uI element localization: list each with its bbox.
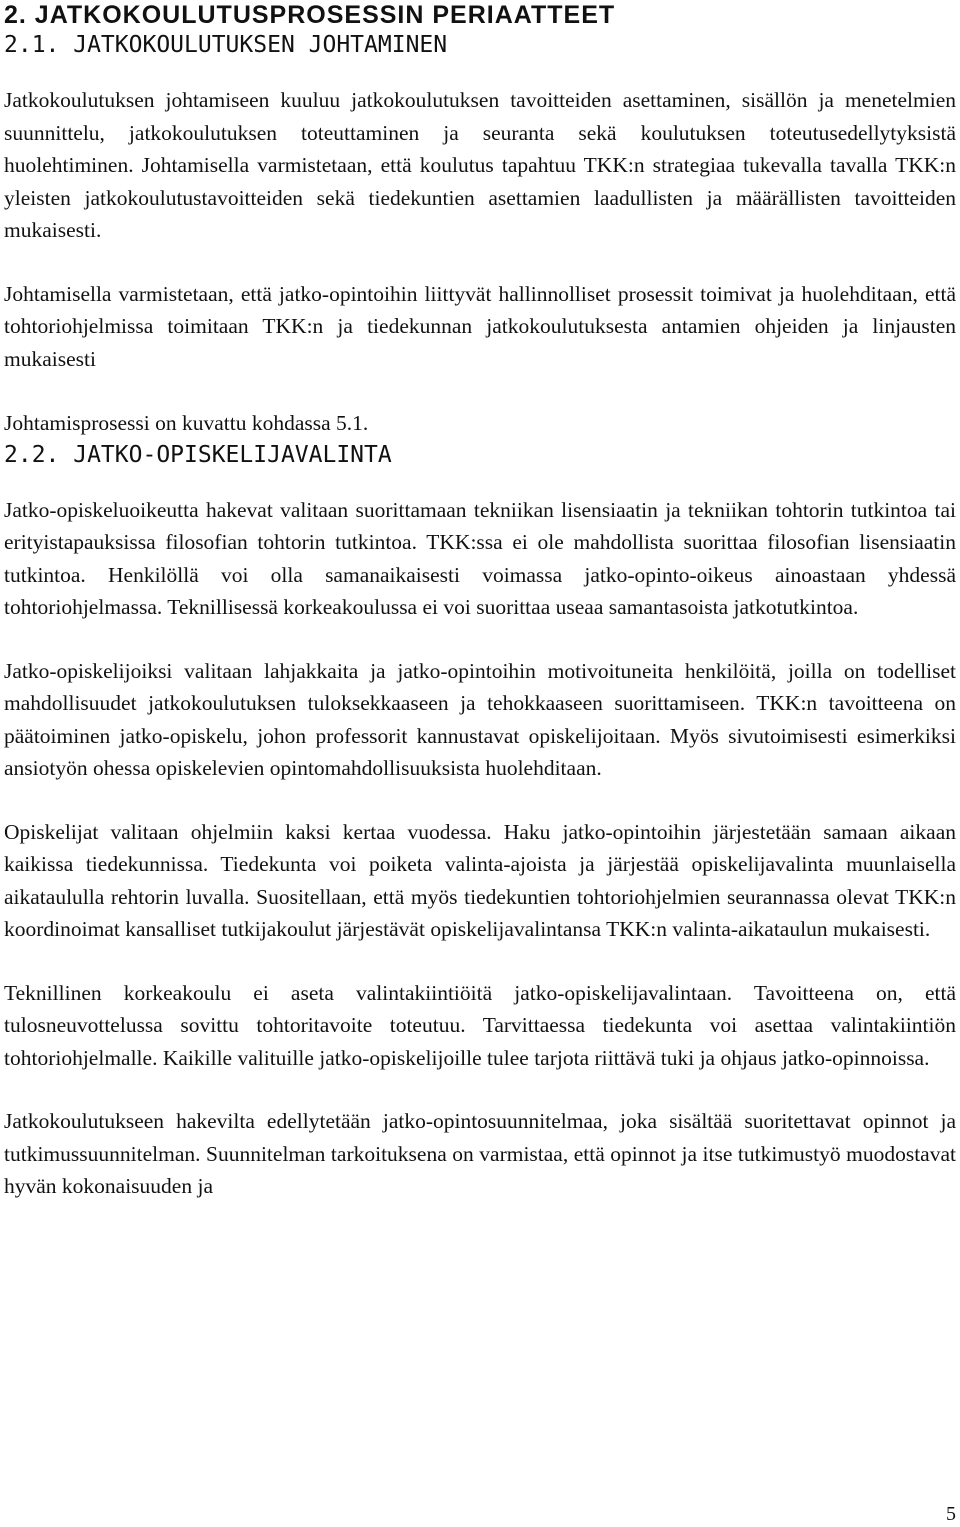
document-page: [4, 0, 956, 1203]
paragraph: Teknillinen korkeakoulu ei aseta valintakiintiöitä jatko-opiskelijavalintaan. Tavoitteena on, että tulosneuvottelussa sovittu tohtoritavoite toteutuu. Tarvittaessa tiedekunta voi asettaa valintakiintiön tohtoriohjelmalle. Kaikille valituille jatko-opiskelijoille tulee tarjota riittävä tuki ja ohjaus jatko-opinnoissa.: [4, 980, 956, 1070]
paragraph: Jatkokoulutuksen johtamiseen kuuluu jatkokoulutuksen tavoitteiden asettaminen, sisällön ja menetelmien suunnittelu, jatkokoulutuksen toteuttaminen ja seuranta sekä koulutuksen toteutusedellytyksistä huolehtiminen. Johtamisella varmistetaan, että koulutus tapahtuu TKK:n strategiaa tukevalla tavalla TKK:n yleisten jatkokoulutustavoitteiden sekä tiedekuntien asettamien laadullisten ja määrällisten tavoitteiden mukaisesti.: [4, 88, 956, 242]
subsection-title-valinta: 2.2. JATKO-OPISKELIJAVALINTA: [4, 441, 392, 468]
paragraph: Jatkokoulutukseen hakevilta edellytetään jatko-opintosuunnitelmaa, joka sisältää suoritettavat opinnot ja tutkimussuunnitelman. Suunnitelman tarkoituksena on varmistaa, että opinnot ja itse tutkimustyö muodostavat hyvän kokonaisuuden ja: [4, 1109, 956, 1198]
section-title: 2. JATKOKOULUTUSPROSESSIN PERIAATTEET: [4, 1, 616, 29]
paragraph: Jatko-opiskelijoiksi valitaan lahjakkaita ja jatko-opintoihin motivoituneita henkilöitä, joilla on todelliset mahdollisuudet jatkokoulutuksen tuloksekkaaseen ja tehokkaaseen suorittamiseen. TKK:n tavoitteena on päätoiminen jatko-opiskelu, johon professorit kannustavat opiskelijoitaan. Myös sivutoimisesti esimerkiksi ansiotyön ohessa opiskelevien opintomahdollisuuksista huolehditaan.: [4, 658, 956, 780]
subsection-title-johtaminen: 2.1. JATKOKOULUTUKSEN JOHTAMINEN: [4, 32, 448, 58]
paragraph: Jatko-opiskeluoikeutta hakevat valitaan suorittamaan tekniikan lisensiaatin ja tekniikan tohtorin tutkintoa tai erityistapauksissa filosofian tohtorin tutkintoa. TKK:ssa ei ole mahdollista suorittaa filosofian lisensiaatin tutkintoa. Henkilöllä voi olla samanaikaisesti voimassa jatko-opinto-oikeus ainoastaan yhdessä tohtoriohjelmassa. Teknillisessä korkeakoulussa ei voi suorittaa useaa samantasoista jatkotutkintoa.: [4, 497, 956, 619]
page-number: 5: [946, 1503, 956, 1525]
paragraph: Johtamisella varmistetaan, että jatko-opintoihin liittyvät hallinnolliset prosessit toimivat ja huolehditaan, että tohtoriohjelmissa toimitaan TKK:n ja tiedekunnan jatkokoulutuksesta antamien ohjeiden ja linjausten mukaisesti: [4, 281, 956, 371]
paragraph: Opiskelijat valitaan ohjelmiin kaksi kertaa vuodessa. Haku jatko-opintoihin järjestetään samaan aikaan kaikissa tiedekunnissa. Tiedekunta voi poiketa valinta-ajoista ja järjestää opiskelijavalinta muunlaisella aikataululla rehtorin luvalla. Suositellaan, että myös tiedekuntien tohtoriohjelmien seurannassa olevat TKK:n koordinoimat kansalliset tutkijakoulut järjestävät opiskelijavalintansa TKK:n valinta-aikataulun mukaisesti.: [4, 819, 956, 941]
paragraph: Johtamisprosessi on kuvattu kohdassa 5.1.: [4, 411, 369, 435]
